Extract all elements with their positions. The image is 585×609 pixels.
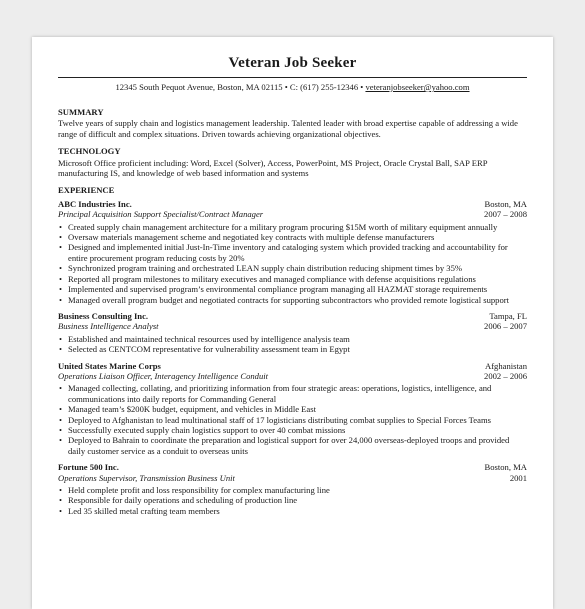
list-item: • Designed and implemented initial Just-In-Time inventory and cataloging system which provided tracking and accountability for entire procurement program reducing costs by 20%: [58, 242, 527, 263]
job-dates: 2002 – 2006: [484, 370, 527, 381]
job-location: Afghanistan: [484, 360, 527, 371]
job-entry: [58, 361, 527, 457]
list-item: • Reported all program milestones to military executives and managed compliance with defense acquisitions regulations: [58, 274, 527, 284]
technology-text: Microsoft Office proficient including: Word, Excel (Solver), Access, PowerPoint, MS Project, Oracle Crystal Ball, SAP ERP manufacturing IS, and knowledge of web based information and systems: [58, 157, 488, 179]
list-item: • Selected as CENTCOM representative for vulnerability assessment team in Egypt: [58, 344, 527, 354]
experience-heading: EXPERIENCE: [58, 185, 115, 196]
list-item: • Successfully executed supply chain logistics support to over 40 combat missions: [58, 425, 527, 435]
resume-page: [32, 37, 553, 609]
summary-heading: SUMMARY: [58, 107, 104, 117]
summary-text: Twelve years of supply chain and logistics management leadership. Talented leader with broad expertise capable of addressing a wide range of difficult and complex situations. Driven towards achieving organizational objectives.: [58, 118, 518, 139]
job-role: Operations Supervisor, Transmission Business Unit: [58, 472, 235, 483]
job-bullets: [58, 383, 527, 456]
job-dates: 2006 – 2007: [484, 321, 527, 332]
job-role: Principal Acquisition Support Specialist/Contract Manager: [58, 209, 264, 220]
job-entry: [58, 199, 527, 305]
job-company: ABC Industries Inc.: [58, 198, 132, 209]
technology-heading: TECHNOLOGY: [58, 146, 121, 157]
job-company: Fortune 500 Inc.: [58, 462, 119, 473]
job-bullets: [58, 222, 527, 305]
contact-details: 12345 South Pequot Avenue, Boston, MA 02115 • C: (617) 255-12346 •: [115, 82, 366, 92]
email-link[interactable]: veteranjobseeker@yahoo.com: [365, 82, 470, 92]
job-role: Operations Liaison Officer, Interagency Intelligence Conduit: [58, 370, 269, 381]
list-item: • Managed collecting, collating, and prioritizing information from four strategic areas: operations, logistics, intelligence, and communications into daily reports for Commanding General: [58, 383, 527, 404]
list-item: • Implemented and supervised program’s environmental compliance program managing all HAZMAT storage requirements: [58, 284, 527, 294]
summary-section: [58, 107, 527, 139]
job-entry: [58, 311, 527, 355]
list-item: • Synchronized program training and orchestrated LEAN supply chain distribution reducing shipment times by 35%: [58, 263, 527, 273]
job-bullets: [58, 485, 527, 516]
job-entry: [58, 462, 527, 516]
job-company: United States Marine Corps: [58, 360, 161, 371]
list-item: • Created supply chain management architecture for a military program procuring $15M worth of military equipment annually: [58, 222, 527, 232]
experience-section: [58, 185, 527, 516]
list-item: • Managed team’s $200K budget, equipment, and vehicles in Middle East: [58, 404, 527, 414]
job-bullets: [58, 334, 527, 355]
contact-line: [32, 82, 553, 92]
job-location: Boston, MA: [484, 462, 527, 473]
job-dates: 2007 – 2008: [484, 209, 527, 220]
job-location: Boston, MA: [484, 198, 527, 209]
job-company: Business Consulting Inc.: [58, 310, 149, 321]
header-divider: [58, 77, 527, 78]
list-item: • Managed overall program budget and negotiated contracts for supporting subcontractors who provided remote logistical support: [58, 295, 527, 305]
list-item: • Responsible for daily operations and scheduling of production line: [58, 495, 527, 505]
job-role: Business Intelligence Analyst: [58, 321, 159, 332]
list-item: • Established and maintained technical resources used by intelligence analysis team: [58, 334, 527, 344]
job-location: Tampa, FL: [489, 310, 527, 321]
resume-body: [58, 107, 527, 523]
technology-section: [58, 146, 527, 178]
list-item: • Oversaw materials management scheme and negotiated key contracts with multiple defense manufacturers: [58, 232, 527, 242]
list-item: • Deployed to Bahrain to coordinate the preparation and logistical support for over 24,000 overseas-deployed troops and provided daily customer service as a conduit to overseas units: [58, 435, 527, 456]
list-item: • Led 35 skilled metal crafting team members: [58, 506, 527, 516]
list-item: • Deployed to Afghanistan to lead multinational staff of 17 logisticians distributing combat supplies to Special Forces Teams: [58, 415, 527, 425]
job-dates: 2001: [509, 472, 527, 483]
list-item: • Held complete profit and loss responsibility for complex manufacturing line: [58, 485, 527, 495]
candidate-name: Veteran Job Seeker: [228, 55, 357, 71]
